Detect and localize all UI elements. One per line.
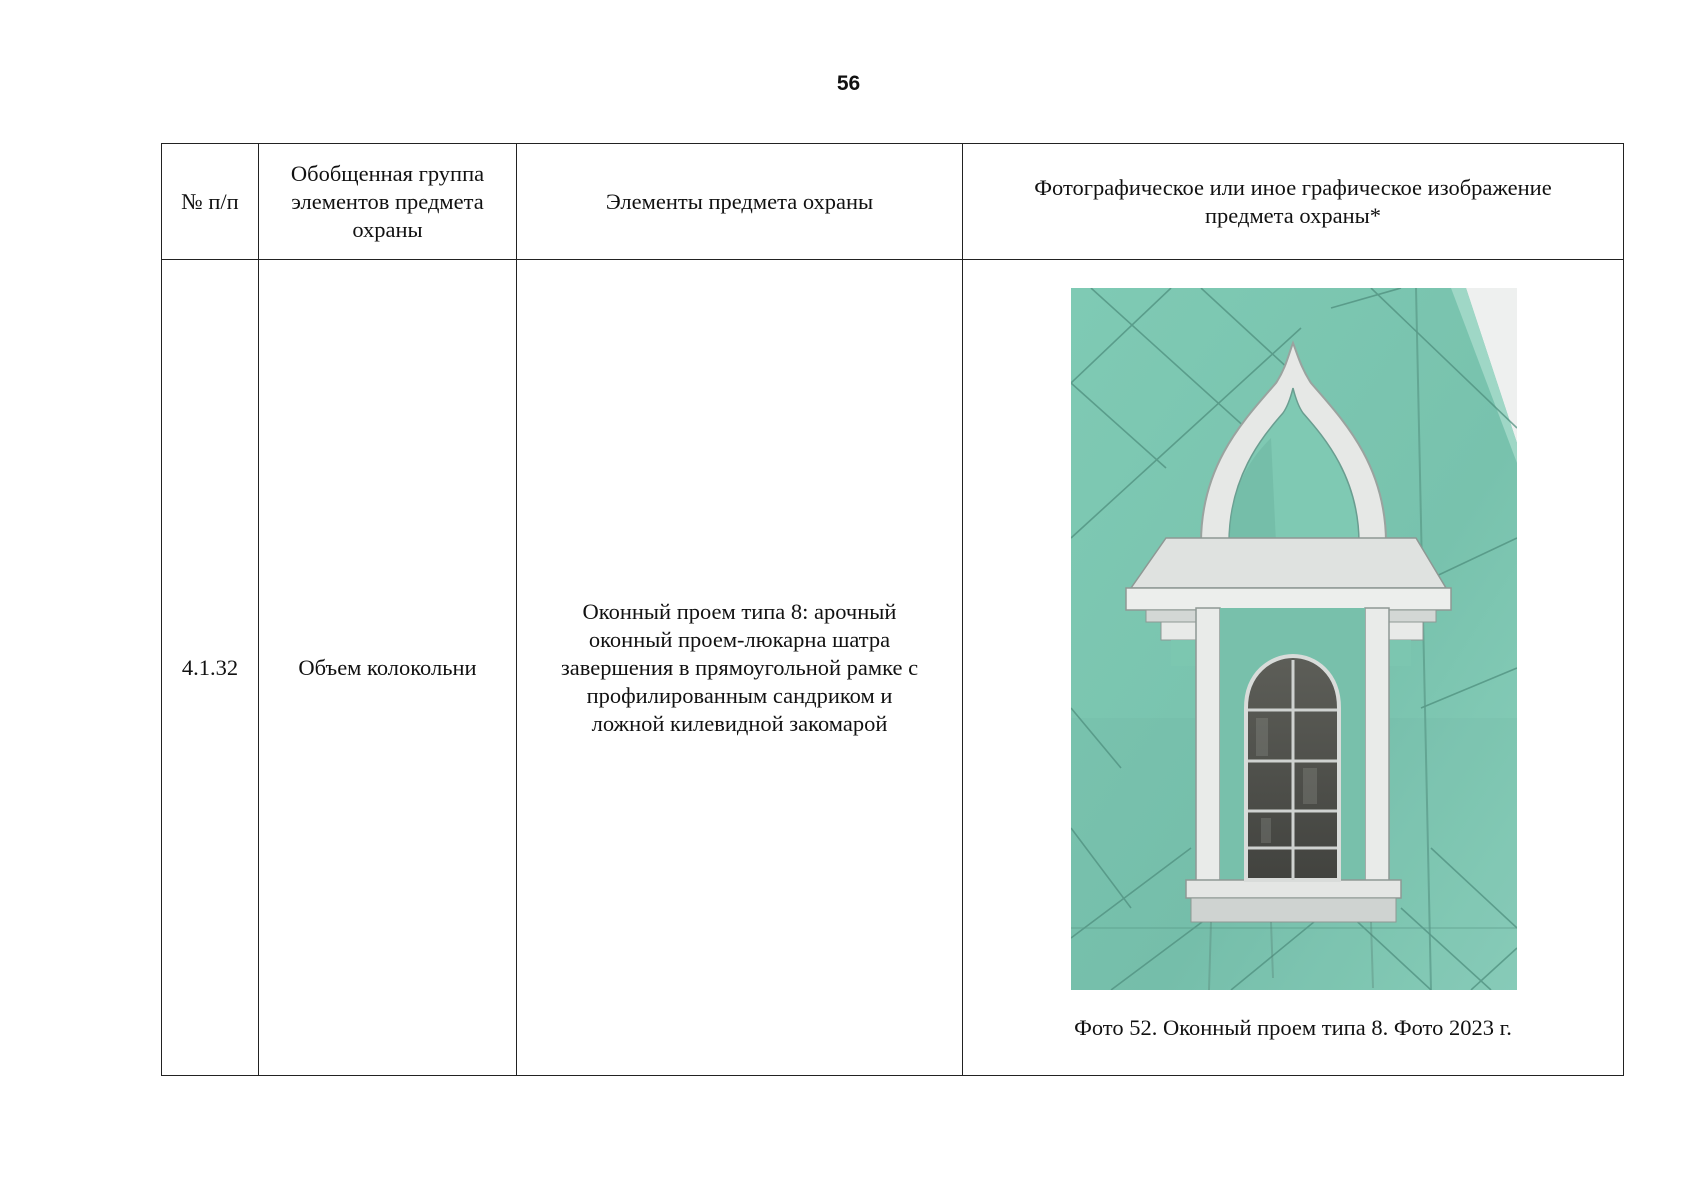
row-elements: Оконный проем типа 8: арочный оконный проем-люкарна шатра завершения в прямоугольной рамке с профилированным сандриком и ложной килевидной закомарой [517,260,963,1076]
header-elements: Элементы предмета охраны [517,144,963,260]
protection-table [161,143,1624,1076]
page-number: 56 [836,72,861,95]
header-num: № п/п [162,144,259,260]
header-row [162,144,1624,260]
row-group: Объем колокольни [259,260,517,1076]
row-num: 4.1.32 [162,260,259,1076]
photo-dormer-window [1071,288,1517,990]
table-row [162,260,1624,1076]
header-photo: Фотографическое или иное графическое изображение предмета охраны* [963,144,1624,260]
row-photo [963,260,1624,1076]
photo-caption: Фото 52. Оконный проем типа 8. Фото 2023 г. [1074,1015,1512,1040]
header-group: Обобщенная группа элементов предмета охраны [259,144,517,260]
